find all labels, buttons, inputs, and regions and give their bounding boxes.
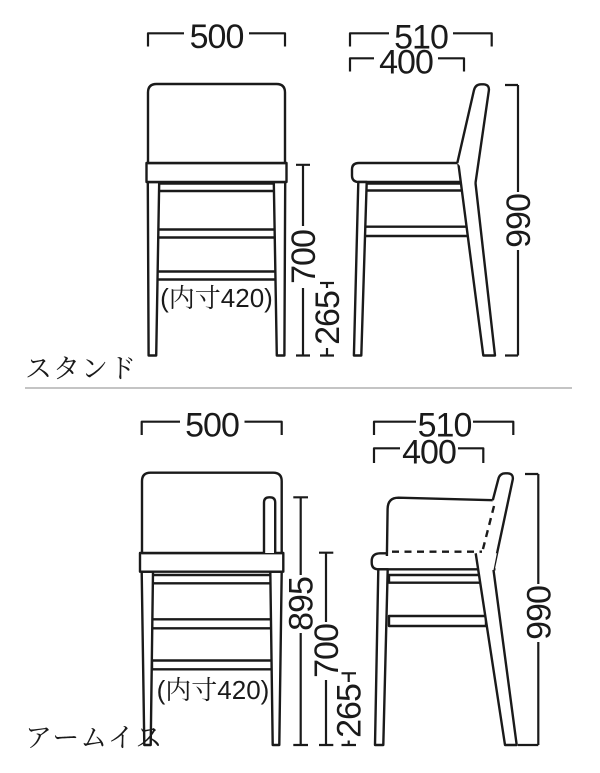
stand-front-stretcher-upper xyxy=(152,230,281,238)
stand-side-seat xyxy=(352,163,476,182)
arm-overall-height-value: 990 xyxy=(520,586,559,640)
stand-front-width-value: 500 xyxy=(189,18,244,56)
stand-front-seat xyxy=(147,163,287,182)
arm-overall-height-dimension xyxy=(518,474,558,745)
stand-footrest-height-dimension xyxy=(309,283,347,356)
stand-front-apron xyxy=(152,184,281,192)
arm-side-stretcher xyxy=(389,616,486,626)
arm-footrest-height-value: 265 xyxy=(330,684,369,738)
arm-footrest-height-dimension xyxy=(331,673,369,745)
arm-side-apron xyxy=(389,575,484,583)
stand-front-width-dimension xyxy=(148,18,285,56)
stand-side-backrest xyxy=(457,84,489,183)
arm-front-apron xyxy=(152,575,272,583)
stand-inner-width-label: (内寸420) xyxy=(160,283,273,313)
stand-side-seat-depth-value: 400 xyxy=(379,43,433,82)
stand-front-view xyxy=(147,18,348,356)
stand-footrest-height-value: 265 xyxy=(309,291,347,345)
arm-front-width-value: 500 xyxy=(185,406,239,445)
stand-side-apron xyxy=(364,184,464,191)
arm-front-backrest xyxy=(142,473,282,553)
stand-side-front-leg xyxy=(354,182,367,356)
arm-front-right-leg xyxy=(270,572,281,745)
stand-side-stretcher xyxy=(364,227,468,236)
arm-front-stretcher-lower xyxy=(152,661,272,670)
arm-side-depth-value: 510 xyxy=(417,406,472,445)
arm-chair-front-view xyxy=(140,407,369,745)
stand-side-depth-value: 510 xyxy=(394,18,448,57)
stand-section-label: スタンド xyxy=(25,354,137,384)
arm-front-left-leg xyxy=(142,572,153,745)
arm-chair-side-view xyxy=(372,407,559,745)
arm-front-armrest xyxy=(264,497,275,553)
arm-front-stretcher-upper xyxy=(152,619,272,628)
arm-height-value: 895 xyxy=(282,577,321,631)
stand-overall-height-dimension xyxy=(500,85,538,356)
arm-height-dimension xyxy=(283,497,321,745)
arm-chair-section-label: アームイス xyxy=(25,723,164,753)
stand-overall-height-value: 990 xyxy=(500,194,538,248)
stand-front-backrest xyxy=(148,84,285,163)
arm-side-front-leg xyxy=(375,569,388,745)
stand-side-view xyxy=(350,18,538,355)
arm-side-seat-depth-value: 400 xyxy=(402,433,456,472)
arm-seat-height-value: 700 xyxy=(308,624,346,678)
arm-front-width-dimension xyxy=(142,407,282,445)
stand-front-right-leg xyxy=(274,182,285,356)
arm-inner-width-label: (内寸420) xyxy=(156,675,270,705)
stand-front-stretcher-lower xyxy=(152,272,281,280)
arm-front-seat xyxy=(140,553,283,572)
stand-front-left-leg xyxy=(148,182,159,356)
stand-seat-height-value: 700 xyxy=(285,230,323,284)
